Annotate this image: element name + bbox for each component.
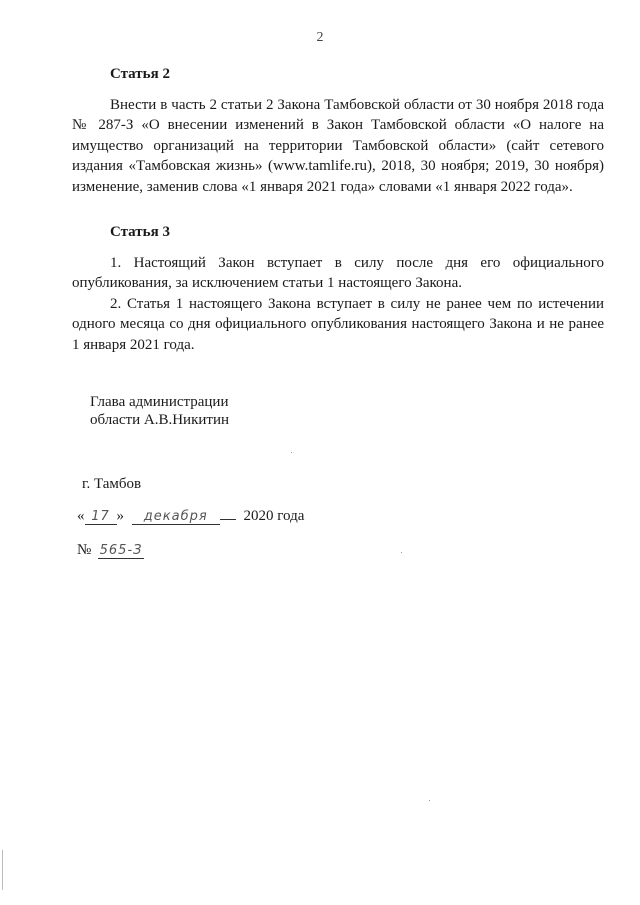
scan-edge-mark (2, 850, 3, 890)
article-3-item-1-text: 1. Настоящий Закон вступает в силу после дня его официального опубликования, за исключением статьи 1 настоящего Закона. (72, 255, 604, 292)
date-blank (220, 519, 236, 520)
scan-speck (401, 552, 402, 553)
scan-speck (291, 452, 292, 453)
number-prefix: № (77, 542, 92, 558)
date-year: 2020 года (243, 508, 305, 524)
date-month: декабря (132, 509, 220, 525)
article-2-body: Внести в часть 2 статьи 2 Закона Тамбовской области от 30 ноября 2018 года № 287-З «О внесении изменений в Закон Тамбовской области «О налоге на имущество организаций на территории Тамбовской области» (сайт сетевого издания «Тамбовская жизнь» (www.tamlife.ru), 2018, 30 ноября; 2019, 30 ноября) изменение, заменив слова «1 января 2021 года» словами «1 января 2022 года». (72, 97, 604, 195)
article-3-item-2-text: 2. Статья 1 настоящего Закона вступает в силу не ранее чем по истечении одного месяца со дня официального опубликования настоящего Закона и не ранее 1 января 2021 года. (72, 296, 604, 353)
date-open-quote: « (77, 508, 85, 524)
signature-block (90, 393, 229, 429)
article-3-item-1 (72, 253, 604, 294)
signature-name: области А.В.Никитин (90, 412, 230, 428)
number-value: 565-З (99, 543, 143, 558)
date-close-quote: » (116, 508, 124, 524)
article-2-heading: Статья 2 (110, 66, 170, 82)
scan-speck (429, 800, 430, 801)
city: г. Тамбов (82, 476, 142, 492)
article-3-heading: Статья 3 (110, 224, 170, 240)
date-line (77, 508, 304, 525)
number-line (77, 542, 144, 559)
article-2-text (72, 95, 604, 197)
article-3-item-2 (72, 294, 604, 355)
signature-title: Глава администрации (90, 394, 229, 410)
page-number: 2 (316, 30, 324, 45)
date-day: 17 (85, 509, 117, 525)
